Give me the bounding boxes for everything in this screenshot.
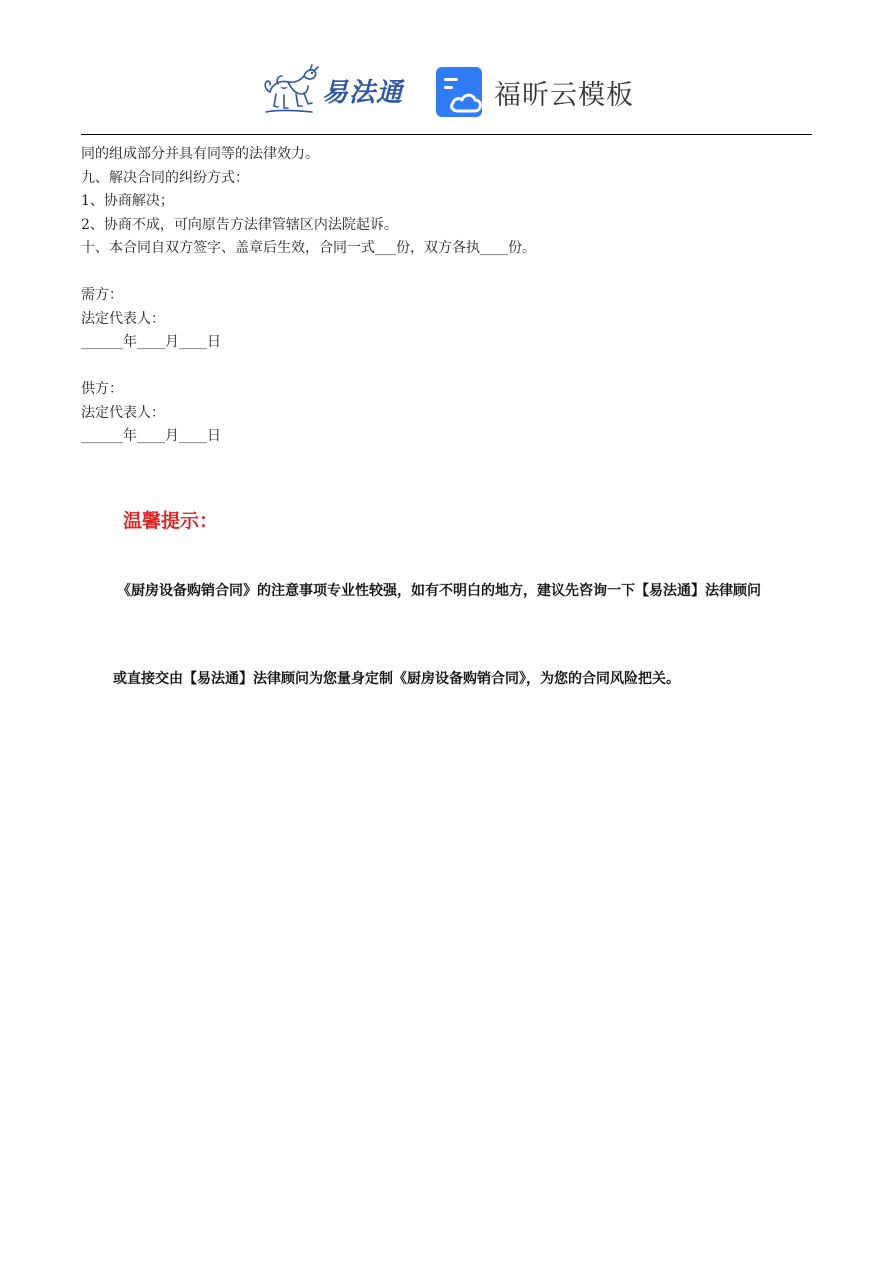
buyer-label: 需方： [81,287,123,303]
tip-paragraph: 《厨房设备购销合同》的注意事项专业性较强，如有不明白的地方，建议先咨询一下【易法通】法律顾问 [117,583,761,599]
text-line: 1、协商解决； [81,193,174,209]
page-header [0,60,893,122]
contract-body [81,143,812,449]
text-line: 2、协商不成，可向原告方法律管辖区内法院起诉。 [81,216,398,233]
buyer-date-line: ______年____月____日 [81,334,221,350]
blank-line [81,261,812,285]
fuxin-logo-text: 福昕云模板 [494,79,634,111]
text-line: 同的组成部分并具有同等的法律效力。 [81,146,319,162]
seller-label: 供方： [81,381,123,397]
fuxin-logo [436,66,634,118]
header-divider [81,134,812,135]
seller-date-line: ______年____月____日 [81,428,221,444]
tip-paragraph: 或直接交由【易法通】法律顾问为您量身定制《厨房设备购销合同》，为您的合同风险把关。 [113,671,680,687]
seller-representative-label: 法定代表人： [81,404,165,421]
clause-ten-text: 十、本合同自双方签字、盖章后生效，合同一式___份，双方各执____份。 [81,240,536,256]
clause-nine-heading: 九、解决合同的纠纷方式： [81,169,249,186]
blank-line [81,355,812,379]
yifatong-logo [262,60,403,120]
buyer-representative-label: 法定代表人： [81,310,165,327]
cloud-document-icon [436,67,486,117]
qilin-emblem-icon [262,62,320,118]
yifatong-logo-text: 易法通 [322,77,404,108]
tip-title: 温馨提示： [123,510,219,532]
